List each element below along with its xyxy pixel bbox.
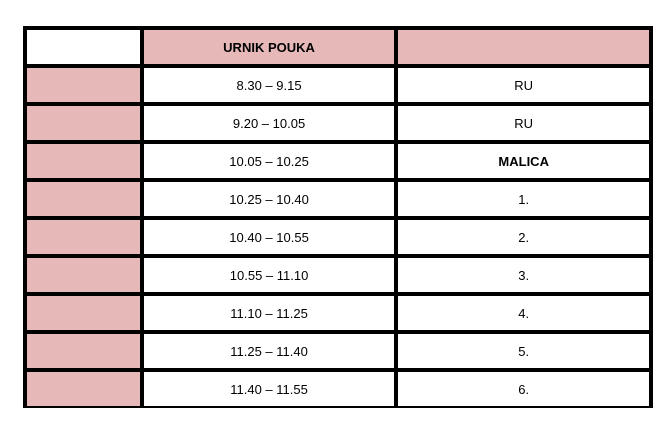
table-row xyxy=(27,296,649,330)
period-cell: 6. xyxy=(398,372,649,406)
row-marker-cell xyxy=(27,334,140,368)
period-cell: 4. xyxy=(398,296,649,330)
table-row xyxy=(27,68,649,102)
time-cell: 8.30 – 9.15 xyxy=(144,68,395,102)
period-cell: RU xyxy=(398,106,649,140)
time-cell: 11.10 – 11.25 xyxy=(144,296,395,330)
header-corner-cell xyxy=(27,30,140,64)
period-cell: RU xyxy=(398,68,649,102)
row-marker-cell xyxy=(27,296,140,330)
row-marker-cell xyxy=(27,106,140,140)
period-cell: 5. xyxy=(398,334,649,368)
table-row xyxy=(27,334,649,368)
time-cell: 10.25 – 10.40 xyxy=(144,182,395,216)
table-row xyxy=(27,258,649,292)
schedule-table-frame xyxy=(23,26,653,408)
row-marker-cell xyxy=(27,372,140,406)
table-row xyxy=(27,372,649,406)
table-row xyxy=(27,182,649,216)
row-marker-cell xyxy=(27,182,140,216)
table-row xyxy=(27,220,649,254)
table-title: URNIK POUKA xyxy=(144,30,395,64)
time-cell: 11.25 – 11.40 xyxy=(144,334,395,368)
period-cell: 2. xyxy=(398,220,649,254)
time-cell: 11.40 – 11.55 xyxy=(144,372,395,406)
time-cell: 10.40 – 10.55 xyxy=(144,220,395,254)
period-cell: 3. xyxy=(398,258,649,292)
table-row xyxy=(27,106,649,140)
row-marker-cell xyxy=(27,144,140,178)
row-marker-cell xyxy=(27,258,140,292)
period-cell: MALICA xyxy=(398,144,649,178)
schedule-table xyxy=(23,26,653,410)
row-marker-cell xyxy=(27,68,140,102)
header-empty-cell xyxy=(398,30,649,64)
period-cell: 1. xyxy=(398,182,649,216)
table-row xyxy=(27,144,649,178)
time-cell: 9.20 – 10.05 xyxy=(144,106,395,140)
row-marker-cell xyxy=(27,220,140,254)
time-cell: 10.05 – 10.25 xyxy=(144,144,395,178)
time-cell: 10.55 – 11.10 xyxy=(144,258,395,292)
header-row xyxy=(27,30,649,64)
